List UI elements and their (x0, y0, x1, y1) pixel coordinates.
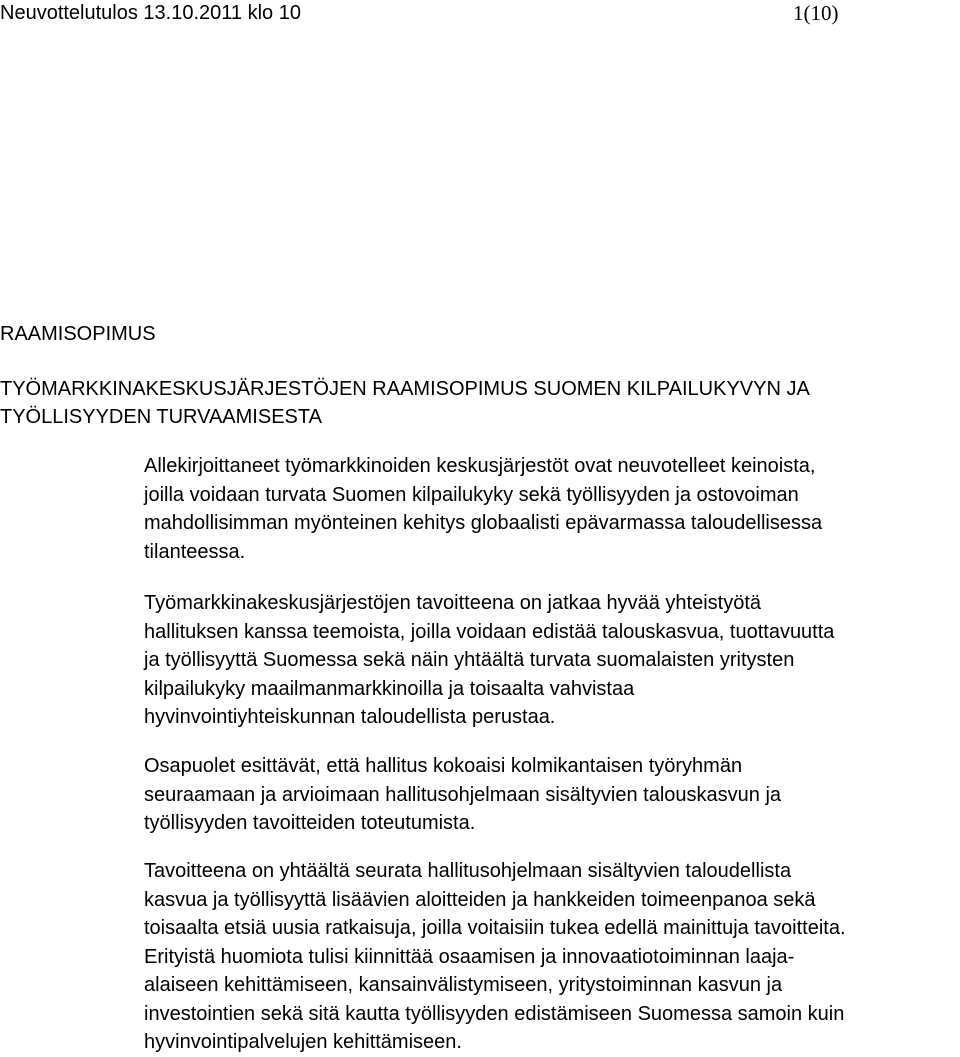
paragraph-line: tilanteessa. (144, 540, 246, 563)
paragraph-line: ja työllisyyttä Suomessa sekä näin yhtäältä turvata suomalaisten yritysten (144, 649, 795, 671)
paragraph-line: työllisyyden tavoitteiden toteutumista. (144, 812, 476, 834)
paragraph-line: Osapuolet esittävät, että hallitus kokoaisi kolmikantaisen työryhmän (144, 755, 743, 777)
document-subtitle (0, 375, 958, 431)
document-title: RAAMISOPIMUS (0, 323, 156, 345)
paragraph-line: joilla voidaan turvata Suomen kilpailukyky sekä työllisyyden ja ostovoiman (144, 483, 799, 506)
paragraph-line: Allekirjoittaneet työmarkkinoiden keskusjärjestöt ovat neuvotelleet keinoista, (144, 455, 816, 477)
paragraph-line: hallituksen kanssa teemoista, joilla voidaan edistää talouskasvua, tuottavuutta (144, 620, 835, 643)
paragraph-line: toisaalta etsiä uusia ratkaisuja, joilla voitaisiin tukea edellä mainittuja tavoitteita. (144, 917, 846, 939)
paragraph-line: kasvua ja työllisyyttä lisäävien aloitteiden ja hankkeiden toimeenpanoa sekä (144, 888, 816, 911)
subtitle-line: TYÖMARKKINAKESKUSJÄRJESTÖJEN RAAMISOPIMUS SUOMEN KILPAILUKYVYN JA (0, 378, 810, 400)
paragraph-line: hyvinvointiyhteiskunnan taloudellista perustaa. (144, 706, 556, 728)
document-header-date: Neuvottelutulos 13.10.2011 klo 10 (0, 2, 301, 24)
paragraph (144, 752, 960, 838)
paragraph-line: Erityistä huomiota tulisi kiinnittää osaamisen ja innovaatiotoiminnan laaja- (144, 945, 795, 968)
paragraph (144, 452, 960, 566)
paragraph-line: Työmarkkinakeskusjärjestöjen tavoitteena on jatkaa hyvää yhteistyötä (144, 592, 762, 614)
paragraph-line: mahdollisimman myönteinen kehitys globaalisti epävarmassa taloudellisessa (144, 512, 823, 534)
paragraph-line: kilpailukyky maailmanmarkkinoilla ja toisaalta vahvistaa (144, 677, 635, 700)
paragraph (144, 857, 960, 1057)
subtitle-line: TYÖLLISYYDEN TURVAAMISESTA (0, 406, 322, 428)
paragraph-line: investointien sekä sitä kautta työllisyyden edistämiseen Suomessa samoin kuin (144, 1002, 845, 1025)
paragraph-line: Tavoitteena on yhtäältä seurata hallitusohjelmaan sisältyvien taloudellista (144, 860, 792, 882)
page-number: 1(10) (793, 1, 839, 25)
paragraph (144, 589, 960, 732)
paragraph-line: hyvinvointipalvelujen kehittämiseen. (144, 1031, 462, 1053)
paragraph-line: seuraamaan ja arvioimaan hallitusohjelmaan sisältyvien talouskasvun ja (144, 783, 782, 806)
paragraph-line: alaiseen kehittämiseen, kansainvälistymiseen, yritystoiminnan kasvun ja (144, 974, 783, 996)
